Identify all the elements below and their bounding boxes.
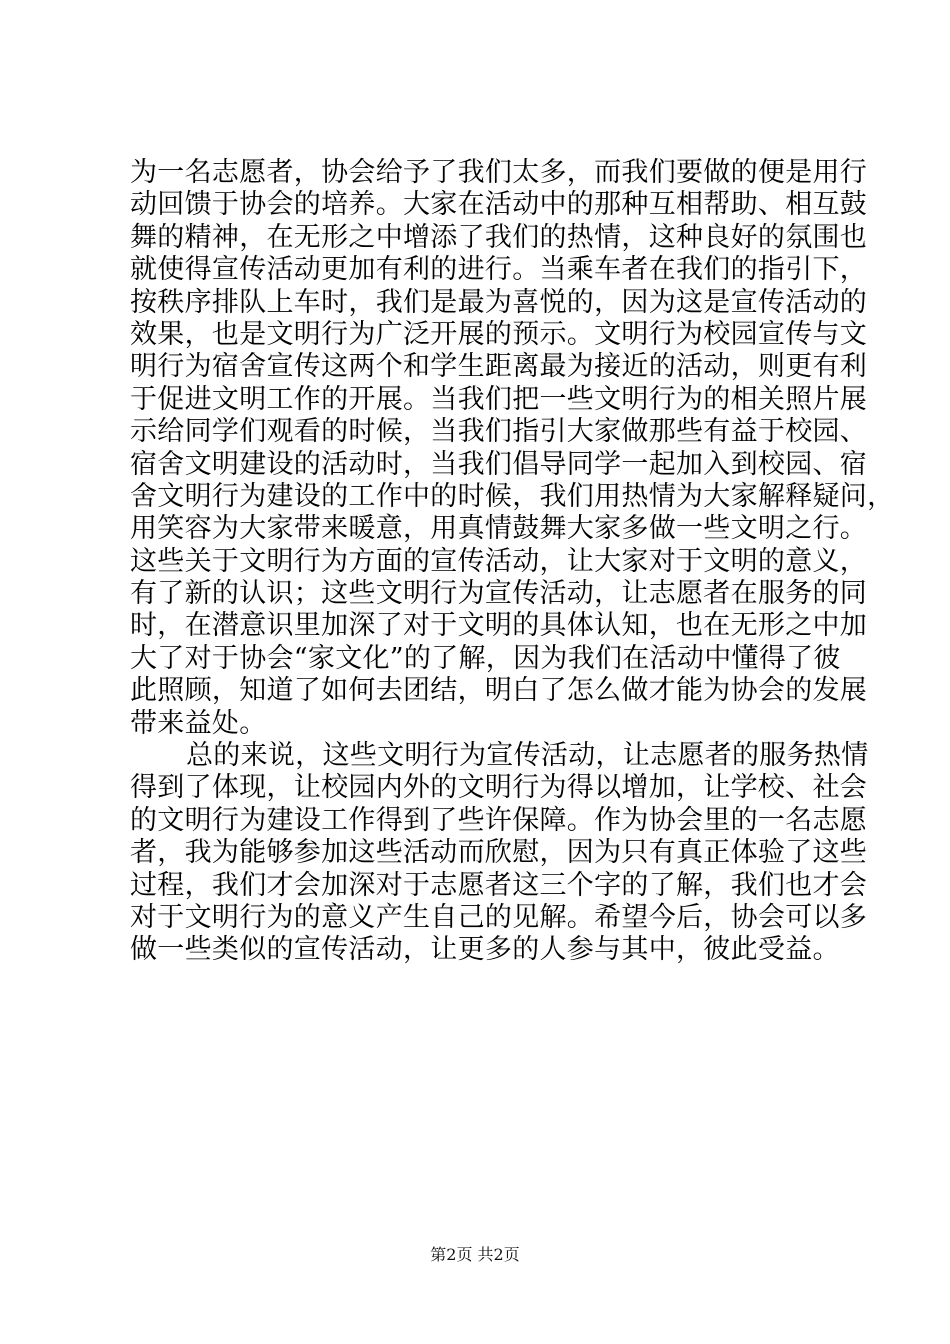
text-line: 效果，也是文明行为广泛开展的预示。文明行为校园宣传与文: [130, 318, 868, 350]
text-line: 的文明行为建设工作得到了些许保障。作为协会里的一名志愿: [130, 804, 868, 836]
text-line: 这些关于文明行为方面的宣传活动，让大家对于文明的意义，: [130, 545, 868, 577]
text-line: 于促进文明工作的开展。当我们把一些文明行为的相关照片展: [130, 383, 868, 415]
text-line: 按秩序排队上车时，我们是最为喜悦的，因为这是宣传活动的: [130, 286, 868, 318]
text-line: 此照顾，知道了如何去团结，明白了怎么做才能为协会的发展: [130, 675, 868, 707]
text-line: 带来益处。: [130, 707, 267, 739]
text-line: 示给同学们观看的时候，当我们指引大家做那些有益于校园、: [130, 416, 868, 448]
text-line: 对于文明行为的意义产生自己的见解。希望今后，协会可以多: [130, 901, 868, 933]
text-line: 就使得宣传活动更加有利的进行。当乘车者在我们的指引下，: [130, 254, 868, 286]
text-line: 动回馈于协会的培养。大家在活动中的那种互相帮助、相互鼓: [130, 189, 868, 221]
text-line: 为一名志愿者，协会给予了我们太多，而我们要做的便是用行: [130, 157, 868, 188]
text-line: 大了对于协会“家文化”的了解，因为我们在活动中懂得了彼: [130, 642, 841, 674]
text-line: 过程，我们才会加深对于志愿者这三个字的了解，我们也才会: [130, 869, 868, 901]
text-line: 用笑容为大家带来暖意，用真情鼓舞大家多做一些文明之行。: [130, 513, 868, 545]
text-line: 得到了体现，让校园内外的文明行为得以增加，让学校、社会: [130, 772, 868, 804]
page-number: 第2页 共2页: [430, 1245, 520, 1264]
text-line: 舞的精神，在无形之中增添了我们的热情，这种良好的氛围也: [130, 221, 868, 253]
page-footer: [0, 1245, 950, 1265]
text-line: 做一些类似的宣传活动，让更多的人参与其中，彼此受益。: [130, 934, 840, 966]
text-line: 明行为宿舍宣传这两个和学生距离最为接近的活动，则更有利: [130, 351, 868, 383]
text-line: 舍文明行为建设的工作中的时候，我们用热情为大家解释疑问，: [130, 480, 895, 512]
text-line: 宿舍文明建设的活动时，当我们倡导同学一起加入到校园、宿: [130, 448, 868, 480]
text-line: 有了新的认识；这些文明行为宣传活动，让志愿者在服务的同: [130, 578, 868, 610]
text-line: 者，我为能够参加这些活动而欣慰，因为只有真正体验了这些: [130, 837, 868, 869]
document-body: [130, 157, 895, 967]
paragraph-first-line: 总的来说，这些文明行为宣传活动，让志愿者的服务热情: [186, 740, 869, 772]
text-line: 时，在潜意识里加深了对于文明的具体认知，也在无形之中加: [130, 610, 868, 642]
